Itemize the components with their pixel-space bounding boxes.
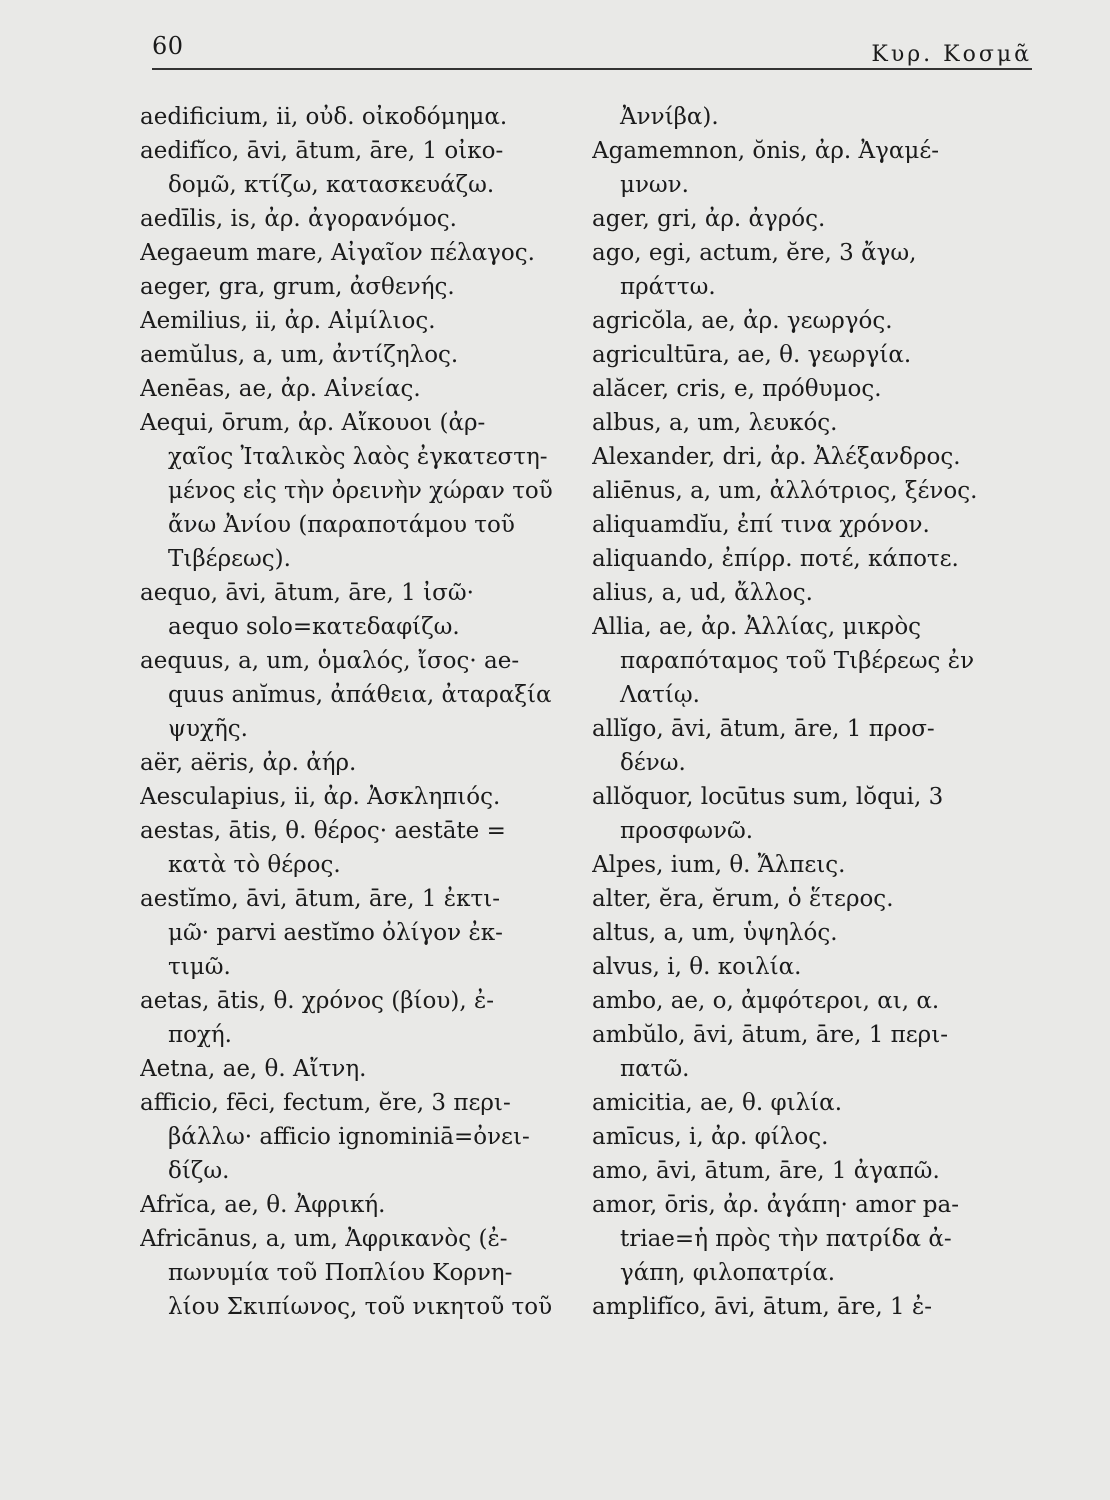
entry-line: ager, gri, ἀρ. ἀγρός. — [592, 206, 826, 232]
entry-line: Aegaeum mare, Αἰγαῖον πέλαγος. — [140, 240, 535, 266]
entry-line: Aemilius, ii, ἀρ. Αἰμίλιος. — [140, 308, 436, 334]
entry-line: παραπόταμος τοῦ Τιβέρεως ἐν — [620, 648, 975, 674]
entry-line: Aequi, ōrum, ἀρ. Αἴκουοι (ἀρ- — [140, 410, 486, 436]
entry-line: allĭgo, āvi, ātum, āre, 1 προσ- — [592, 716, 935, 742]
entry-line: altus, a, um, ὑψηλός. — [592, 920, 838, 946]
entry-line: ambŭlo, āvi, ātum, āre, 1 περι- — [592, 1022, 948, 1048]
page-number: 60 — [152, 32, 184, 60]
entry-line: aetas, ātis, θ. χρόνος (βίου), ἐ- — [140, 988, 495, 1014]
entry-line: Alpes, ium, θ. Ἄλπεις. — [592, 852, 846, 878]
right-column — [592, 100, 1032, 1324]
entry-line: aequo solo=κατεδαφίζω. — [168, 614, 460, 640]
entry-line: βάλλω· afficio ignominiā=ὀνει- — [168, 1124, 530, 1150]
entry-line: aliquamdĭu, ἐπί τινα χρόνον. — [592, 512, 930, 538]
entry-line: aeger, gra, grum, ἀσθενής. — [140, 274, 455, 300]
entry-line: triae=ἡ πρὸς τὴν πατρίδα ἀ- — [620, 1226, 952, 1252]
entry-line: πατῶ. — [620, 1056, 690, 1082]
entry-line: alvus, i, θ. κοιλία. — [592, 954, 802, 980]
entry-line: προσφωνῶ. — [620, 818, 754, 844]
entry-line: amor, ōris, ἀρ. ἀγάπη· amor pa- — [592, 1192, 959, 1218]
entry-line: πωνυμία τοῦ Ποπλίου Κορνη- — [168, 1260, 513, 1286]
entry-line: aër, aëris, ἀρ. ἀήρ. — [140, 750, 357, 776]
entry-line: πράττω. — [620, 274, 716, 300]
entry-line: aedifĭco, āvi, ātum, āre, 1 οἰκο- — [140, 138, 504, 164]
entry-line: aliquando, ἐπίρρ. ποτέ, κάποτε. — [592, 546, 959, 572]
entry-line: λίου Σκιπίωνος, τοῦ νικητοῦ τοῦ — [168, 1294, 553, 1320]
entry-line: ἄνω Ἀνίου (παραποτάμου τοῦ — [168, 512, 515, 538]
running-head: Κυρ. Κοσμᾶ — [871, 42, 1032, 67]
entry-line: aliēnus, a, um, ἀλλότριος, ξένος. — [592, 478, 978, 504]
entry-line: δομῶ, κτίζω, κατασκευάζω. — [168, 172, 495, 198]
entry-line: ψυχῆς. — [168, 716, 248, 742]
entry-line: aedīlis, is, ἀρ. ἀγορανόμος. — [140, 206, 457, 232]
entry-line: Alexander, dri, ἀρ. Ἀλέξανδρος. — [592, 444, 961, 470]
entry-line: amo, āvi, ātum, āre, 1 ἀγαπῶ. — [592, 1158, 940, 1184]
entry-line: δένω. — [620, 750, 686, 776]
entry-line: albus, a, um, λευκός. — [592, 410, 838, 436]
entry-line: agricŏla, ae, ἀρ. γεωργός. — [592, 308, 893, 334]
entry-line: κατὰ τὸ θέρος. — [168, 852, 341, 878]
entry-line: amicitia, ae, θ. φιλία. — [592, 1090, 843, 1116]
entry-line: Λατίῳ. — [620, 682, 700, 708]
entry-line: Allia, ae, ἀρ. Ἀλλίας, μικρὸς — [592, 614, 922, 640]
entry-line: amplifĭco, āvi, ātum, āre, 1 ἐ- — [592, 1294, 933, 1320]
entry-line: μῶ· parvi aestĭmo ὀλίγον ἐκ- — [168, 920, 503, 946]
entry-line: ποχή. — [168, 1022, 232, 1048]
page-header — [152, 28, 1032, 70]
entry-line: aestas, ātis, θ. θέρος· aestāte = — [140, 818, 506, 844]
entry-line: aedificium, ii, οὐδ. οἰκοδόμημα. — [140, 104, 508, 130]
entry-line: aemŭlus, a, um, ἀντίζηλος. — [140, 342, 459, 368]
entry-line: Aetna, ae, θ. Αἴτνη. — [140, 1056, 367, 1082]
entry-line: amīcus, i, ἀρ. φίλος. — [592, 1124, 829, 1150]
entry-line: quus anĭmus, ἀπάθεια, ἀταραξία — [168, 682, 552, 708]
entry-line: alius, a, ud, ἄλλος. — [592, 580, 813, 606]
entry-line: τιμῶ. — [168, 954, 231, 980]
entry-line: γάπη, φιλοπατρία. — [620, 1260, 836, 1286]
entry-line: Τιβέρεως). — [168, 546, 291, 572]
entry-line: μένος εἰς τὴν ὀρεινὴν χώραν τοῦ — [168, 478, 553, 504]
entry-line: μνων. — [620, 172, 689, 198]
entry-line: aequo, āvi, ātum, āre, 1 ἰσῶ· — [140, 580, 474, 606]
entry-line: Afrĭca, ae, θ. Ἀφρική. — [140, 1192, 386, 1218]
entry-line: aequus, a, um, ὁμαλός, ἴσος· ae- — [140, 648, 520, 674]
entry-line: agricultūra, ae, θ. γεωργία. — [592, 342, 912, 368]
entry-line: Africānus, a, um, Ἀφρικανὸς (ἐ- — [140, 1226, 508, 1252]
entry-line: alter, ĕra, ĕrum, ὁ ἕτερος. — [592, 886, 894, 912]
entry-line: aestĭmo, āvi, ātum, āre, 1 ἐκτι- — [140, 886, 501, 912]
entry-line: allŏquor, locūtus sum, lŏqui, 3 — [592, 784, 944, 810]
entry-line: Aenēas, ae, ἀρ. Αἰνείας. — [140, 376, 421, 402]
entry-line: ago, egi, actum, ĕre, 3 ἄγω, — [592, 240, 917, 266]
entry-line: Aesculapius, ii, ἀρ. Ἀσκληπιός. — [140, 784, 501, 810]
entry-line: Agamemnon, ŏnis, ἀρ. Ἀγαμέ- — [592, 138, 940, 164]
entry-line: ambo, ae, o, ἀμφότεροι, αι, α. — [592, 988, 940, 1014]
left-column — [140, 100, 580, 1324]
entry-line: χαῖος Ἰταλικὸς λαὸς ἐγκατεστη- — [168, 444, 548, 470]
entry-line: Ἀννίβα). — [620, 104, 719, 130]
entry-line: δίζω. — [168, 1158, 230, 1184]
entry-line: alăcer, cris, e, πρόθυμος. — [592, 376, 882, 402]
entry-line: afficio, fēci, fectum, ĕre, 3 περι- — [140, 1090, 511, 1116]
